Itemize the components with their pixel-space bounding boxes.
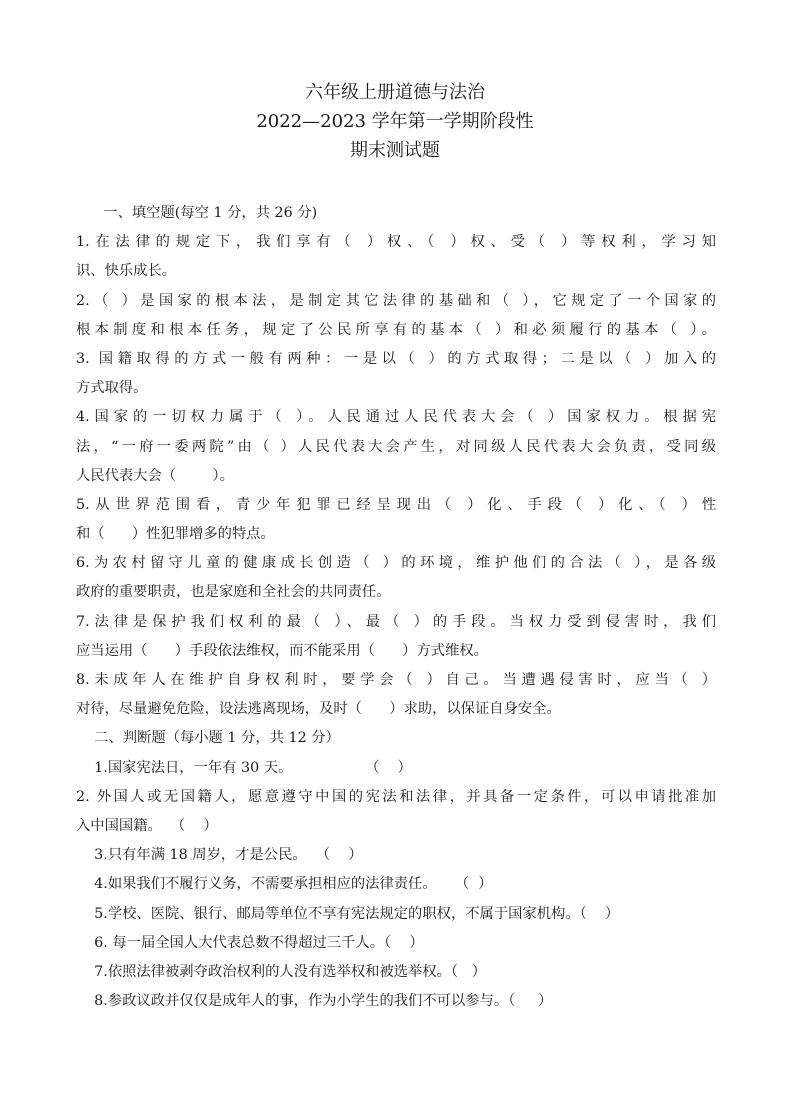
text-line: 人民代表大会（ ）。: [76, 467, 234, 484]
text-line: 一、填空题(每空 1 分，共 26 分): [76, 205, 318, 221]
text-line: 根本制度和根本任务，规定了公民所享有的基本（ ）和必须履行的基本（ ）。: [76, 321, 716, 338]
text-line: 8.未成年人在维护自身权利时，要学会（ ）自己。当遭遇侵害时，应当（ ）: [76, 672, 716, 688]
text-line: 二、判断题（每小题 1 分，共 12 分）: [76, 730, 340, 747]
text-line: 5.学校、医院、银行、邮局等单位不享有宪法规定的职权，不属于国家机构。（ ）: [76, 905, 620, 922]
title-academic-year: 2022—2023 学年第一学期阶段性: [256, 111, 534, 132]
text-line: 8.参政议政并仅仅是成年人的事，作为小学生的我们不可以参与。（ ）: [76, 993, 553, 1010]
text-line: 法，“一府一委两院”由（ ）人民代表大会产生，对同级人民代表大会负责，受同级: [76, 438, 716, 455]
text-line: 入中国国籍。 （ ）: [76, 817, 218, 834]
title-exam-name: 期末测试题: [350, 140, 440, 161]
text-line: 应当运用（ ）手段依法维权，而不能采用（ ）方式维权。: [76, 642, 488, 659]
text-line: 2. 外国人或无国籍人，愿意遵守中国的宪法和法律，并具备一定条件，可以申请批准加: [76, 788, 716, 805]
text-line: 和（ ）性犯罪增多的特点。: [76, 526, 275, 543]
text-line: 5.从世界范围看，青少年犯罪已经呈现出（ ）化、手段（ ）化、（ ）性: [76, 496, 716, 513]
text-line: 4.如果我们不履行义务，不需要承担相应的法律责任。 （ ）: [76, 876, 493, 893]
text-line: 7.法律是保护我们权利的最（ ）、最（ ）的手段。当权力受到侵害时，我们: [76, 613, 716, 630]
text-line: 识、快乐成长。: [76, 263, 177, 280]
text-line: 2.（ ）是国家的根本法，是制定其它法律的基础和（ ），它规定了一个国家的: [76, 292, 716, 309]
text-line: 3.只有年满 18 周岁，才是公民。 （ ）: [76, 847, 363, 864]
text-line: 方式取得。: [76, 380, 148, 397]
text-line: 对待，尽量避免危险，设法逃离现场，及时（ ）求助，以保证自身安全。: [76, 701, 561, 718]
text-line: 4.国家的一切权力属于（ ）。人民通过人民代表大会（ ）国家权力。根据宪: [76, 409, 716, 426]
exam-questions: [76, 199, 716, 1016]
text-line: 1.国家宪法日，一年有 30 天。 （ ）: [76, 759, 412, 776]
title-grade-subject: 六年级上册道德与法治: [305, 82, 485, 103]
exam-title: [0, 78, 790, 165]
text-line: 1.在法律的规定下，我们享有（ ）权、（ ）权、受（ ）等权利，学习知: [76, 234, 716, 251]
text-line: 6.为农村留守儿童的健康成长创造（ ）的环境，维护他们的合法（ ），是各级: [76, 555, 716, 572]
text-line: 7.依照法律被剥夺政治权利的人没有选举权和被选举权。（ ）: [76, 963, 487, 980]
text-line: 3. 国籍取得的方式一般有两种：一是以（ ）的方式取得；二是以（ ）加入的: [76, 350, 716, 367]
text-line: 6. 每一届全国人大代表总数不得超过三千人。（ ）: [76, 934, 424, 951]
text-line: 政府的重要职责，也是家庭和全社会的共同责任。: [76, 584, 391, 601]
